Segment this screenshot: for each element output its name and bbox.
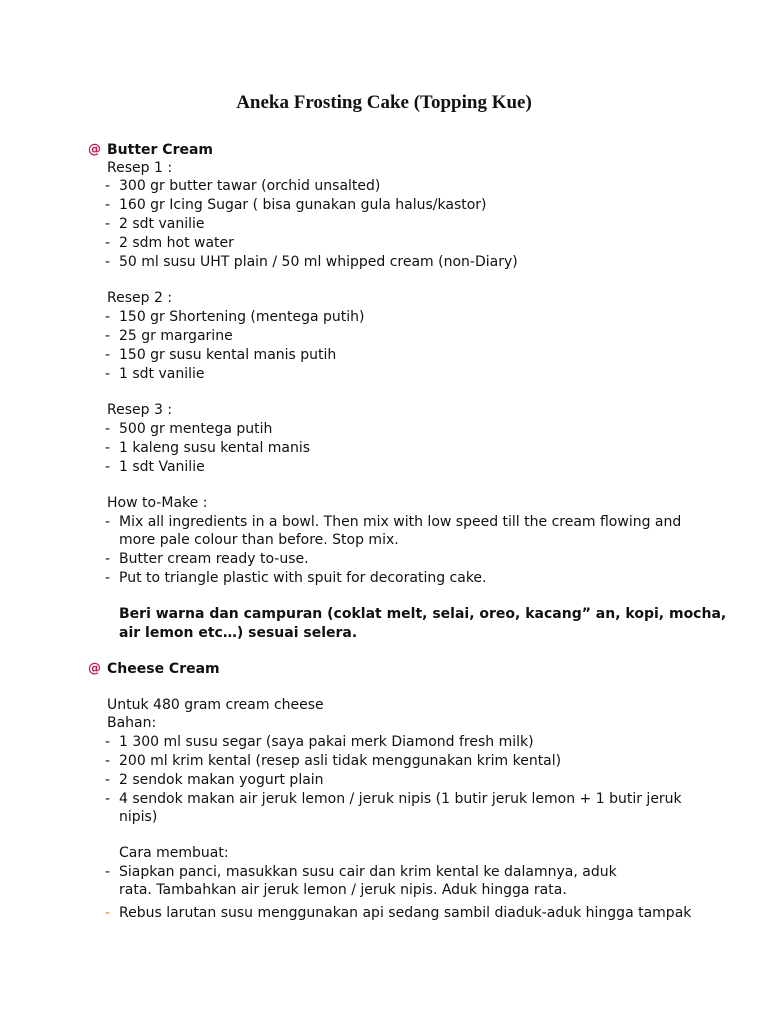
note-text: Beri warna dan campuran (coklat melt, selai, oreo, kacang” an, kopi, mocha,	[119, 606, 727, 622]
dash: -	[105, 753, 111, 769]
list-item: Butter cream ready to-use.	[119, 551, 309, 567]
section-heading-cheese-cream: Cheese Cream	[107, 661, 220, 677]
dash: -	[105, 309, 111, 325]
list-item: 300 gr butter tawar (orchid unsalted)	[119, 178, 381, 194]
dash: -	[105, 366, 111, 382]
bullet-icon: @	[88, 661, 101, 676]
dash: -	[105, 421, 111, 437]
dash: -	[105, 440, 111, 456]
list-item: 50 ml susu UHT plain / 50 ml whipped cream (non-Diary)	[119, 254, 518, 270]
list-item: Siapkan panci, masukkan susu cair dan krim kental ke dalamnya, aduk	[119, 864, 617, 880]
list-item: 150 gr Shortening (mentega putih)	[119, 309, 365, 325]
list-item: 500 gr mentega putih	[119, 421, 273, 437]
list-item: 1 kaleng susu kental manis	[119, 440, 311, 456]
list-item: Mix all ingredients in a bowl. Then mix with low speed till the cream flowing and	[119, 514, 682, 530]
list-item: 1 300 ml susu segar (saya pakai merk Diamond fresh milk)	[119, 734, 534, 750]
dash: -	[105, 254, 111, 270]
resep1-label: Resep 1 :	[107, 160, 173, 176]
dash: -	[105, 347, 111, 363]
list-item: 200 ml krim kental (resep asli tidak menggunakan krim kental)	[119, 753, 562, 769]
list-item: Rebus larutan susu menggunakan api sedang sambil diaduk-aduk hingga tampak	[119, 905, 692, 921]
dash: -	[105, 864, 111, 880]
list-item: Put to triangle plastic with spuit for decorating cake.	[119, 570, 487, 586]
dash: -	[105, 791, 111, 807]
resep2-label: Resep 2 :	[107, 290, 173, 306]
dash: -	[105, 514, 111, 530]
list-item: 150 gr susu kental manis putih	[119, 347, 337, 363]
note-text: air lemon etc…) sesuai selera.	[119, 625, 358, 641]
dash: -	[105, 905, 111, 921]
dash: -	[105, 551, 111, 567]
list-item-continuation: rata. Tambahkan air jeruk lemon / jeruk nipis. Aduk hingga rata.	[119, 882, 567, 898]
list-item-continuation: nipis)	[119, 809, 158, 825]
list-item: 2 sdm hot water	[119, 235, 234, 251]
section-heading-butter-cream: Butter Cream	[107, 142, 214, 158]
dash: -	[105, 216, 111, 232]
how-to-label: How to-Make :	[107, 495, 208, 511]
resep3-label: Resep 3 :	[107, 402, 173, 418]
dash: -	[105, 570, 111, 586]
list-item-continuation: more pale colour than before. Stop mix.	[119, 532, 399, 548]
dash: -	[105, 328, 111, 344]
list-item: 25 gr margarine	[119, 328, 233, 344]
dash: -	[105, 459, 111, 475]
bullet-icon: @	[88, 142, 101, 157]
dash: -	[105, 197, 111, 213]
list-item: 1 sdt vanilie	[119, 366, 205, 382]
intro-text: Untuk 480 gram cream cheese	[107, 697, 324, 713]
dash: -	[105, 178, 111, 194]
list-item: 4 sendok makan air jeruk lemon / jeruk nipis (1 butir jeruk lemon + 1 butir jeruk	[119, 791, 682, 807]
dash: -	[105, 772, 111, 788]
list-item: 1 sdt Vanilie	[119, 459, 205, 475]
bahan-label: Bahan:	[107, 715, 157, 731]
dash: -	[105, 734, 111, 750]
cara-label: Cara membuat:	[119, 845, 229, 861]
list-item: 2 sendok makan yogurt plain	[119, 772, 324, 788]
page-title: Aneka Frosting Cake (Topping Kue)	[236, 92, 532, 113]
list-item: 2 sdt vanilie	[119, 216, 205, 232]
dash: -	[105, 235, 111, 251]
list-item: 160 gr Icing Sugar ( bisa gunakan gula halus/kastor)	[119, 197, 487, 213]
